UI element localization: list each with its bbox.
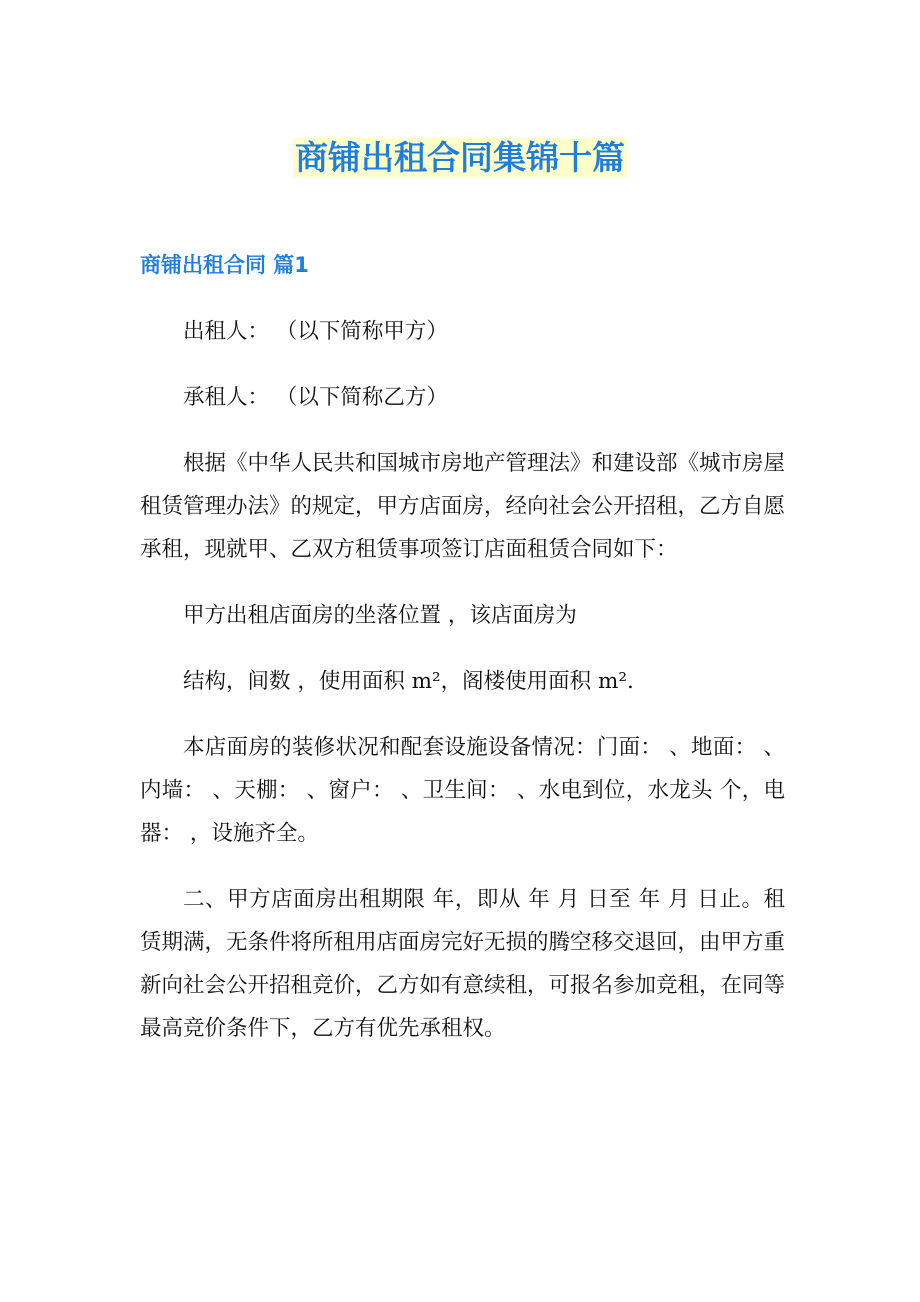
document-body [140, 310, 785, 1073]
section-heading: 商铺出租合同 篇1 [140, 253, 309, 277]
document-title [0, 134, 920, 182]
paragraph-lessor: 出租人： （以下简称甲方） [183, 319, 448, 344]
paragraph-lessee: 承租人： （以下简称乙方） [183, 385, 448, 410]
paragraph-lease-term: 二、甲方店面房出租期限 年，即从 年 月 日至 年 月 日止。租赁期满，无条件将所租用店面房完好无损的腾空移交退回，由甲方重新向社会公开招租竞价，乙方如有意续租，可报名参加竞租，在同等最高竞价条件下，乙方有优先承租权。 [140, 887, 786, 1041]
paragraph-structure-area: 结构，间数 ，使用面积 m²，阁楼使用面积 m². [183, 669, 634, 694]
paragraph-location: 甲方出租店面房的坐落位置 ，该店面房为 [183, 603, 577, 628]
paragraph-legal-basis: 根据《中华人民共和国城市房地产管理法》和建设部《城市房屋租赁管理办法》的规定，甲方店面房，经向社会公开招租，乙方自愿承租，现就甲、乙双方租赁事项签订店面租赁合同如下： [140, 451, 786, 562]
document-title-text: 商铺出租合同集锦十篇 [295, 138, 625, 177]
paragraph-decoration: 本店面房的装修状况和配套设施设备情况：门面： 、地面： 、内墙： 、天棚： 、窗户： 、卫生间： 、水电到位，水龙头 个，电器： ，设施齐全。 [140, 735, 785, 846]
